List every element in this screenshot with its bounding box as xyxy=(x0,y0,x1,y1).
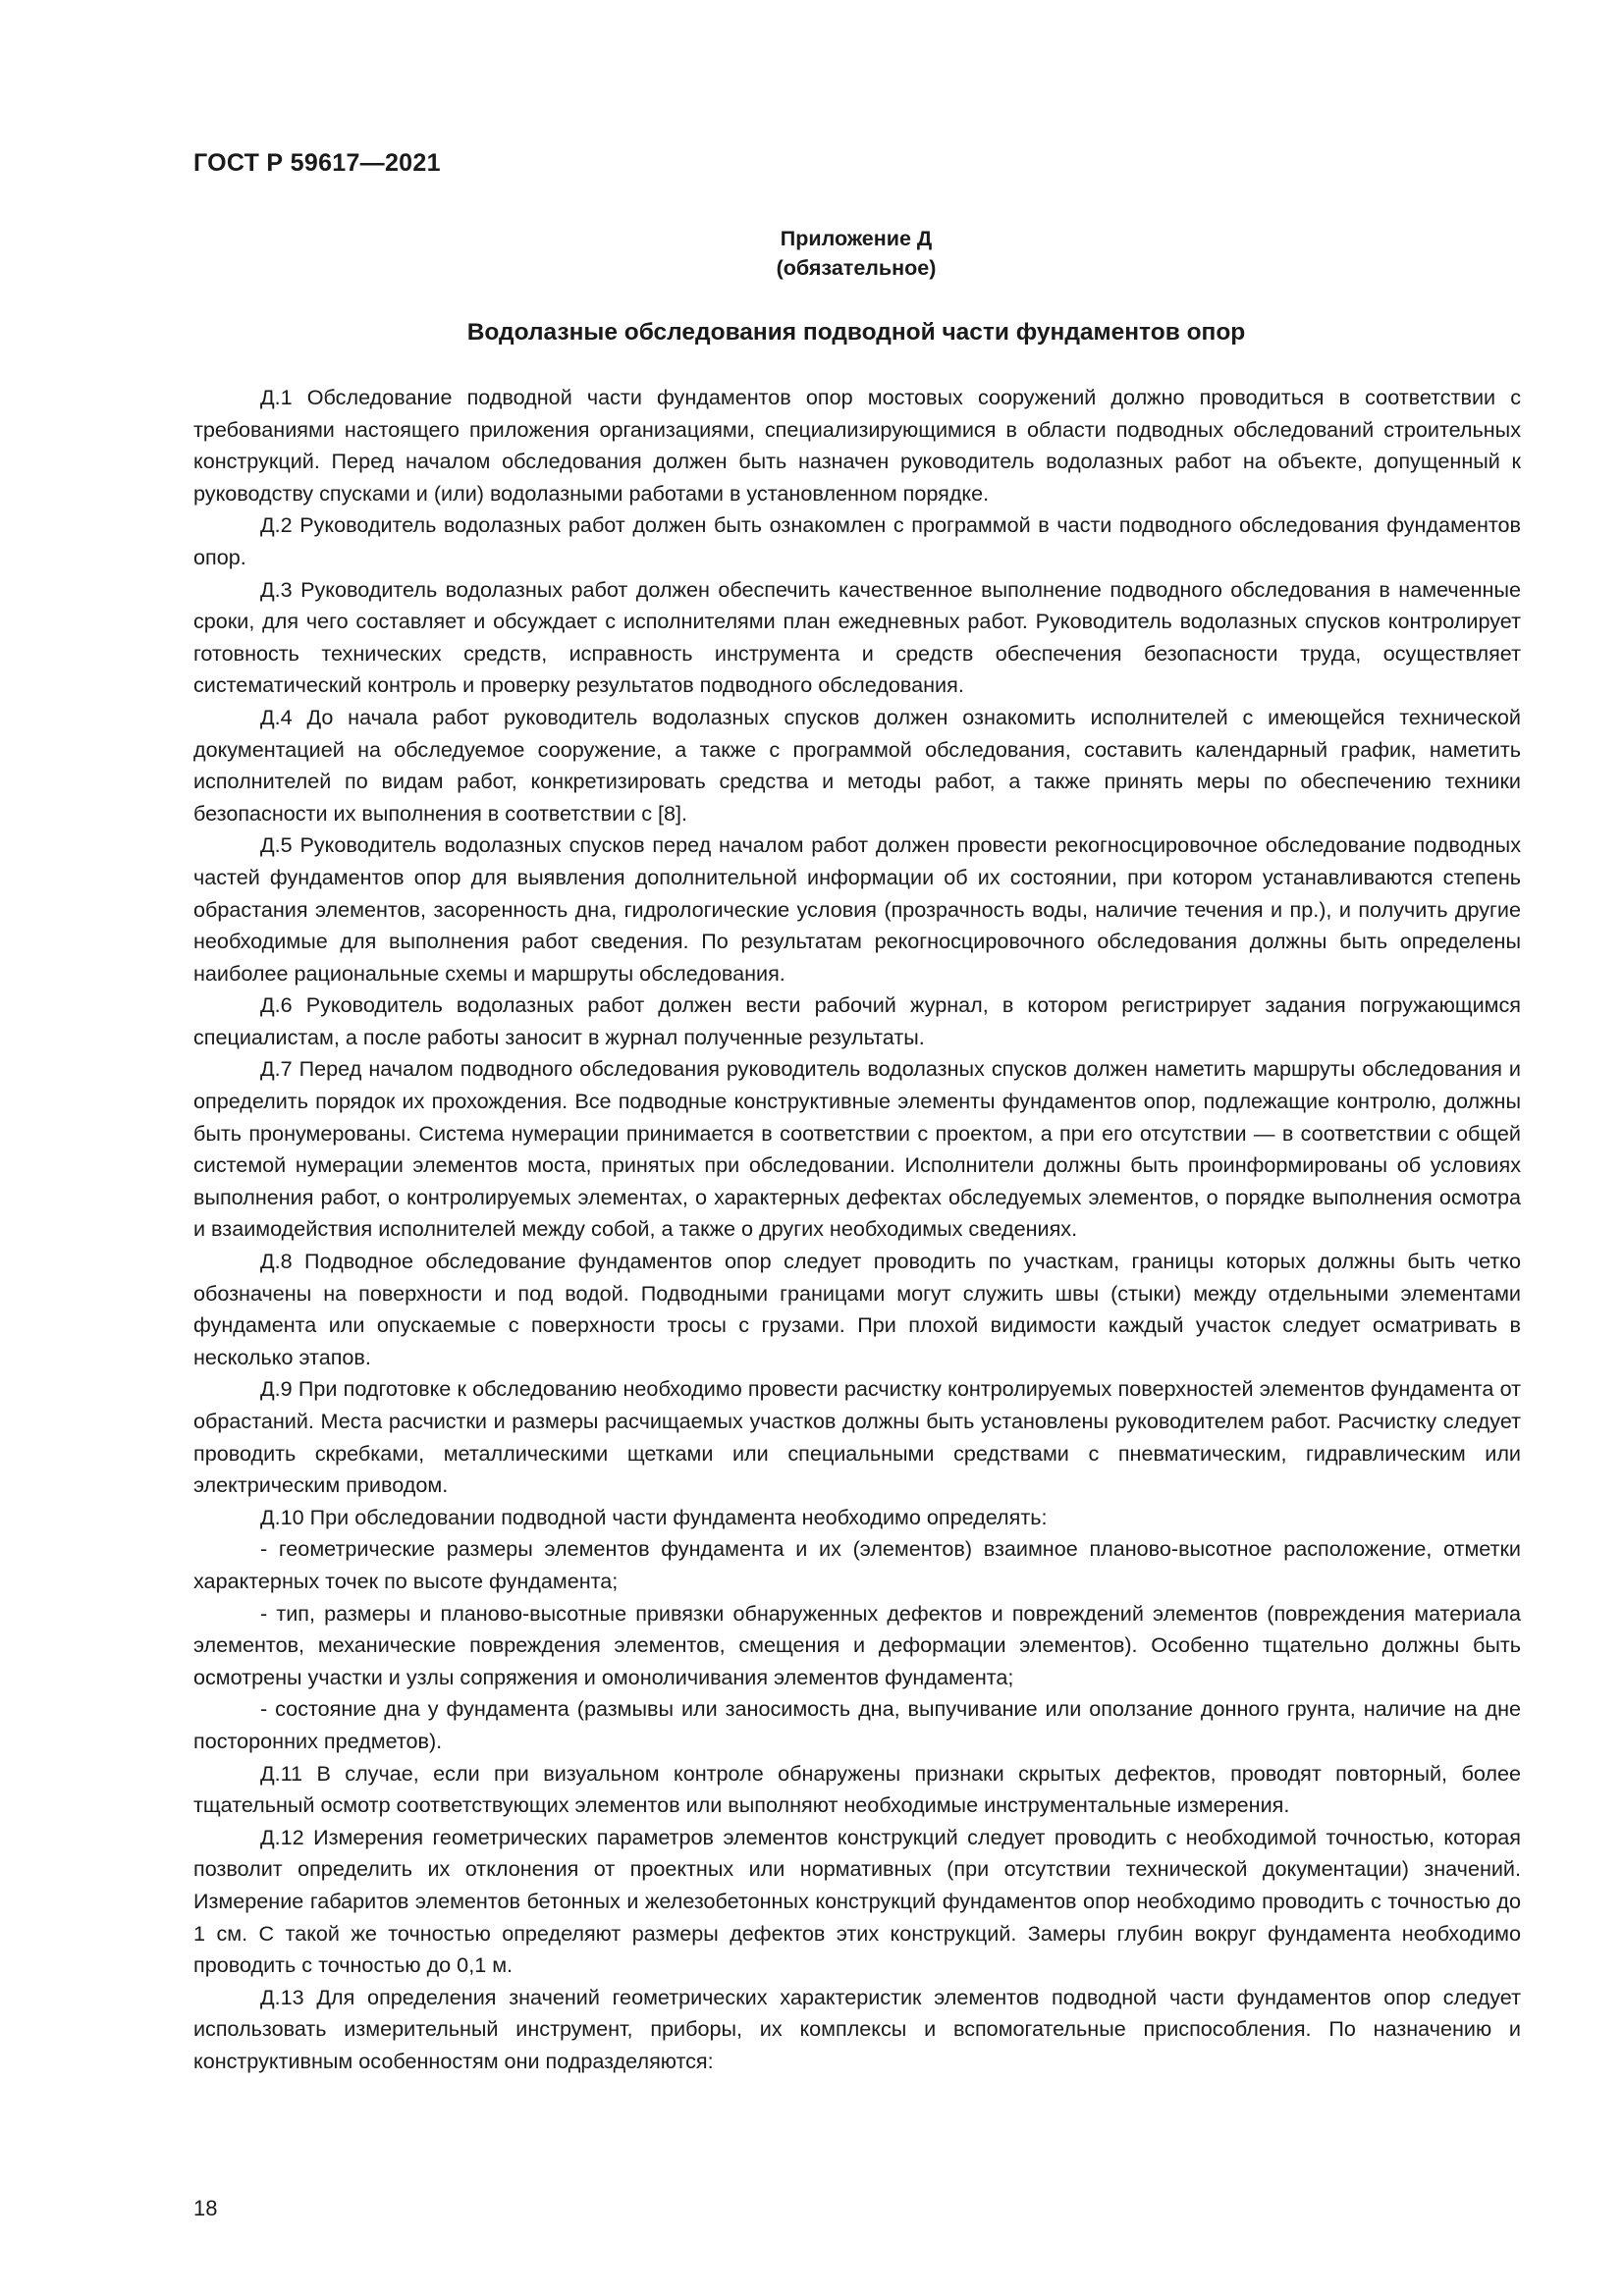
list-item-geometry: - геометрические размеры элементов фундамента и их (элементов) взаимное планово-высотное расположение, отметки характерных точек по высоте фундамента; xyxy=(193,1536,1521,1593)
list-item-defects: - тип, размеры и планово-высотные привязки обнаруженных дефектов и повреждений элементов (повреждения материала элементов, механические повреждения элементов, смещения и деформации элементов). Особенно тщательно должны быть осмотрены участки и узлы сопряжения и омоноличивания элементов фундамента; xyxy=(193,1600,1521,1689)
paragraph-d8: Д.8 Подводное обследование фундаментов опор следует проводить по участкам, границы которых должны быть четко обозначены на поверхности и под водой. Подводными границами могут служить швы (стыки) между отдельными элементами фундамента или опускаемые с поверхности тросы с грузами. При плохой видимости каждый участок следует осматривать в несколько этапов. xyxy=(193,1249,1521,1369)
paragraph-d3: Д.3 Руководитель водолазных работ должен обеспечить качественное выполнение подводного обследования в намеченные сроки, для чего составляет и обсуждает с исполнителями план ежедневных работ. Руководитель водолазных спусков контролирует готовность технических средств, исправность инструмента и средств обеспечения безопасности труда, осуществляет систематический контроль и проверку результатов подводного обследования. xyxy=(193,576,1521,698)
paragraph-d2: Д.2 Руководитель водолазных работ должен быть ознакомлен с программой в части подводного обследования фундаментов опор. xyxy=(193,512,1521,569)
appendix-heading xyxy=(193,224,1519,283)
page-number: 18 xyxy=(193,2196,218,2220)
paragraph-d11: Д.11 В случае, если при визуальном контроле обнаружены признаки скрытых дефектов, проводят повторный, более тщательный осмотр соответствующих элементов или выполняют необходимые инструментальные измерения. xyxy=(193,1760,1521,1818)
paragraph-d6: Д.6 Руководитель водолазных работ должен вести рабочий журнал, в котором регистрирует задания погружающимся специалистам, а после работы заносит в журнал полученные результаты. xyxy=(193,992,1521,1049)
paragraph-d9: Д.9 При подготовке к обследованию необходимо провести расчистку контролируемых поверхностей элементов фундамента от обрастаний. Места расчистки и размеры расчищаемых участков должны быть установлены руководителем работ. Расчистку следует проводить скребками, металлическими щетками или специальными средствами с пневматическим, гидравлическим или электрическим приводом. xyxy=(193,1376,1521,1498)
appendix-title: Приложение Д xyxy=(780,227,933,250)
document-id: ГОСТ Р 59617—2021 xyxy=(193,149,441,177)
paragraph-d10: Д.10 При обследовании подводной части фундамента необходимо определять: xyxy=(260,1504,1048,1529)
appendix-status: (обязательное) xyxy=(776,256,937,280)
paragraph-d7: Д.7 Перед началом подводного обследования руководитель водолазных спусков должен наметить маршруты обследования и определить порядок их прохождения. Все подводные конструктивные элементы фундаментов опор, подлежащие контролю, должны быть пронумерованы. Система нумерации принимается в соответствии с проектом, а при его отсутствии — в соответствии с общей системой нумерации элементов моста, принятых при обследовании. Исполнители должны быть проинформированы об условиях выполнения работ, о контролируемых элементах, о характерных дефектах обследуемых элементов, о порядке выполнения осмотра и взаимодействия исполнителей между собой, а также о других необходимых сведениях. xyxy=(193,1056,1521,1242)
list-item-bottom-state: - состояние дна у фундамента (размывы или заносимость дна, выпучивание или оползание донного грунта, наличие на дне посторонних предметов). xyxy=(193,1696,1521,1753)
paragraph-d12: Д.12 Измерения геометрических параметров элементов конструкций следует проводить с необходимой точностью, которая позволит определить их отклонения от проектных или нормативных (при отсутствии технической документации) значений. Измерение габаритов элементов бетонных и железобетонных конструкций фундаментов опор необходимо проводить с точностью до 1 см. С такой же точностью определяют размеры дефектов этих конструкций. Замеры глубин вокруг фундамента необходимо проводить с точностью до 0,1 м. xyxy=(193,1824,1521,1978)
paragraph-d13: Д.13 Для определения значений геометрических характеристик элементов подводной части фундаментов опор следует использовать измерительный инструмент, приборы, их комплексы и вспомогательные приспособления. По назначению и конструктивным особенностям они подразделяются: xyxy=(193,1984,1521,2073)
paragraph-d1: Д.1 Обследование подводной части фундаментов опор мостовых сооружений должно проводиться в соответствии с требованиями настоящего приложения организациями, специализирующимися в области подводных обследований строительных конструкций. Перед началом обследования должен быть назначен руководитель водолазных работ на объекте, допущенный к руководству спусками и (или) водолазными работами в установленном порядке. xyxy=(193,385,1521,506)
body-text xyxy=(193,382,1521,2077)
paragraph-d5: Д.5 Руководитель водолазных спусков перед началом работ должен провести рекогносцировочное обследование подводных частей фундаментов опор для выявления дополнительной информации об их состоянии, при котором устанавливаются степень обрастания элементов, засоренность дна, гидрологические условия (прозрачность воды, наличие течения и пр.), и получить другие необходимые для выполнения работ сведения. По результатам рекогносцировочного обследования должны быть определены наиболее рациональные схемы и маршруты обследования. xyxy=(193,832,1521,986)
paragraph-d4: Д.4 До начала работ руководитель водолазных спусков должен ознакомить исполнителей с имеющейся технической документацией на обследуемое сооружение, а также с программой обследования, составить календарный график, наметить исполнителей по видам работ, конкретизировать средства и методы работ, а также принять меры по обеспечению техники безопасности их выполнения в соответствии с [8]. xyxy=(193,704,1521,826)
section-title: Водолазные обследования подводной части фундаментов опор xyxy=(466,319,1246,346)
